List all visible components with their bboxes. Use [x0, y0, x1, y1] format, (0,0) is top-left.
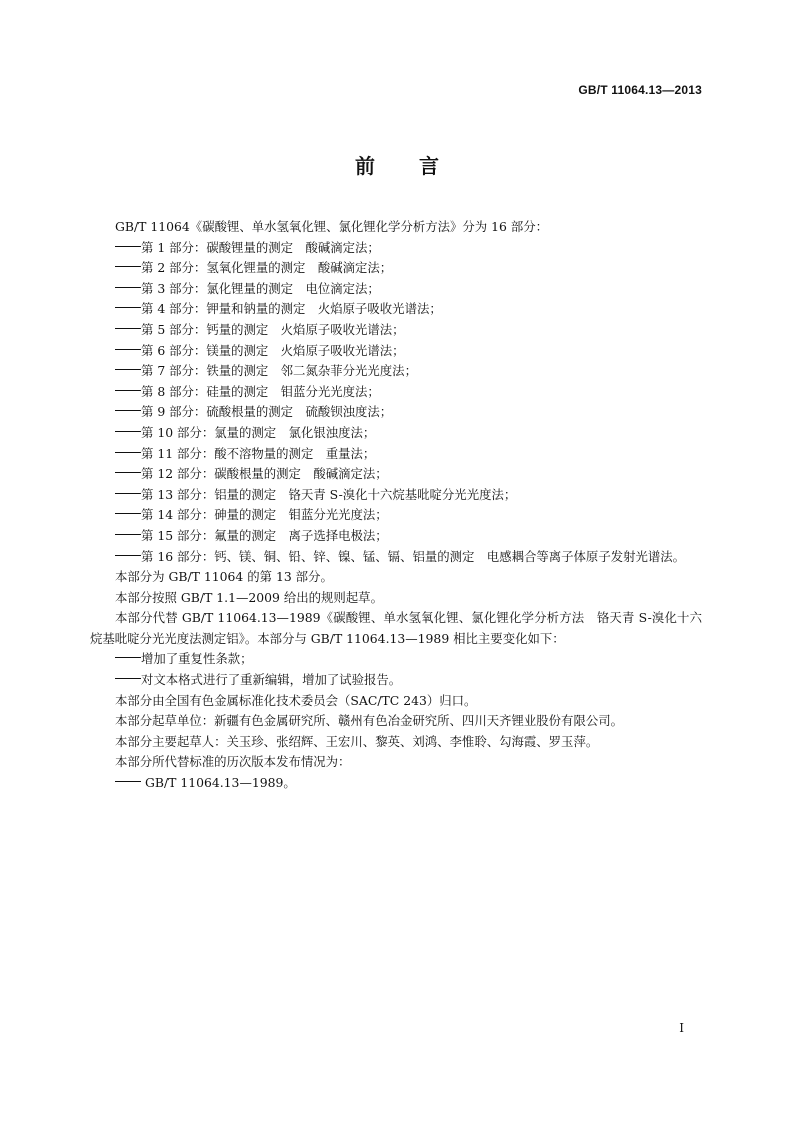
- history-list: [90, 773, 702, 794]
- list-item: [90, 382, 702, 403]
- list-item: [90, 444, 702, 465]
- list-item: [90, 547, 702, 568]
- change-text: 增加了重复性条款；: [141, 651, 253, 667]
- part-text: 第 15 部分：氟量的测定 离子选择电极法；: [141, 527, 388, 543]
- list-item: [90, 464, 702, 485]
- list-item: [90, 773, 702, 794]
- part-text: 第 5 部分：钙量的测定 火焰原子吸收光谱法；: [141, 321, 405, 337]
- drafting-rules-paragraph: 本部分按照 GB/T 1.1—2009 给出的规则起草。: [115, 589, 383, 605]
- dash-mark: [115, 513, 141, 514]
- part-text: 第 14 部分：砷量的测定 钼蓝分光光度法；: [141, 507, 388, 523]
- list-item: [90, 279, 702, 300]
- dash-mark: [115, 287, 141, 288]
- intro-paragraph: GB/T 11064《碳酸锂、单水氢氧化锂、氯化锂化学分析方法》分为 16 部分：: [115, 219, 548, 234]
- foreword-body: [90, 217, 702, 794]
- part-text: 第 8 部分：硅量的测定 钼蓝分光光度法；: [141, 383, 380, 399]
- dash-mark: [115, 678, 141, 679]
- part-text: 第 7 部分：铁量的测定 邻二氮杂菲分光光度法；: [141, 363, 417, 379]
- dash-mark: [115, 493, 141, 494]
- list-item: [90, 485, 702, 506]
- list-item: [90, 238, 702, 259]
- list-item: [90, 320, 702, 341]
- drafting-units-paragraph: 本部分起草单位：新疆有色金属研究所、赣州有色冶金研究所、四川天齐锂业股份有限公司。: [115, 713, 624, 729]
- committee-paragraph: 本部分由全国有色金属标准化技术委员会（SAC/TC 243）归口。: [115, 692, 477, 708]
- part-text: 第 2 部分：氢氧化锂量的测定 酸碱滴定法；: [141, 260, 393, 276]
- list-item: [90, 526, 702, 547]
- part-text: 第 3 部分：氯化锂量的测定 电位滴定法；: [141, 280, 380, 296]
- dash-mark: [115, 781, 141, 782]
- dash-mark: [115, 657, 141, 658]
- dash-mark: [115, 555, 141, 556]
- list-item: [90, 423, 702, 444]
- part-text: 第 13 部分：铝量的测定 铬天青 S-溴化十六烷基吡啶分光光度法；: [141, 486, 517, 502]
- part-text: 第 10 部分：氯量的测定 氯化银浊度法；: [141, 424, 376, 440]
- list-item: [90, 402, 702, 423]
- list-item: [90, 299, 702, 320]
- part-text: 第 12 部分：碳酸根量的测定 酸碱滴定法；: [141, 466, 388, 482]
- dash-mark: [115, 452, 141, 453]
- dash-mark: [115, 328, 141, 329]
- change-text: 对文本格式进行了重新编辑，增加了试验报告。: [141, 672, 402, 688]
- list-item: [90, 670, 702, 691]
- replaces-paragraph: 本部分代替 GB/T 11064.13—1989《碳酸锂、单水氢氧化锂、氯化锂化学分析方法 铬天青 S-溴化十六烷基吡啶分光光度法测定铝》。本部分与 GB/T 11064.13—1989 相比主要变化如下：: [90, 610, 702, 646]
- dash-mark: [115, 534, 141, 535]
- part-text: 第 9 部分：硫酸根量的测定 硫酸钡浊度法；: [141, 404, 393, 420]
- parts-list: [90, 238, 702, 568]
- dash-mark: [115, 369, 141, 370]
- list-item: [90, 505, 702, 526]
- dash-mark: [115, 246, 141, 247]
- page-title: 前言: [355, 154, 483, 178]
- list-item: [90, 361, 702, 382]
- part-text: 第 4 部分：钾量和钠量的测定 火焰原子吸收光谱法；: [141, 301, 442, 317]
- part-text: 第 1 部分：碳酸锂量的测定 酸碱滴定法；: [141, 239, 380, 255]
- history-intro-paragraph: 本部分所代替标准的历次版本发布情况为：: [115, 754, 351, 770]
- part-text: 第 16 部分：钙、镁、铜、铅、锌、镍、锰、镉、铝量的测定 电感耦合等离子体原子发射光谱法。: [141, 548, 686, 564]
- this-part-paragraph: 本部分为 GB/T 11064 的第 13 部分。: [115, 569, 333, 585]
- dash-mark: [115, 390, 141, 391]
- part-text: 第 11 部分：酸不溶物量的测定 重量法；: [141, 445, 376, 461]
- history-text: GB/T 11064.13—1989。: [141, 775, 296, 791]
- dash-mark: [115, 307, 141, 308]
- drafters-paragraph: 本部分主要起草人：关玉珍、张绍辉、王宏川、黎英、刘鸿、李惟聆、勾海霞、罗玉萍。: [115, 733, 599, 749]
- list-item: [90, 649, 702, 670]
- list-item: [90, 341, 702, 362]
- page-number: I: [679, 1021, 684, 1035]
- dash-mark: [115, 431, 141, 432]
- changes-list: [90, 649, 702, 690]
- list-item: [90, 258, 702, 279]
- dash-mark: [115, 472, 141, 473]
- dash-mark: [115, 266, 141, 267]
- standard-code: GB/T 11064.13—2013: [578, 83, 702, 97]
- dash-mark: [115, 410, 141, 411]
- dash-mark: [115, 349, 141, 350]
- part-text: 第 6 部分：镁量的测定 火焰原子吸收光谱法；: [141, 342, 405, 358]
